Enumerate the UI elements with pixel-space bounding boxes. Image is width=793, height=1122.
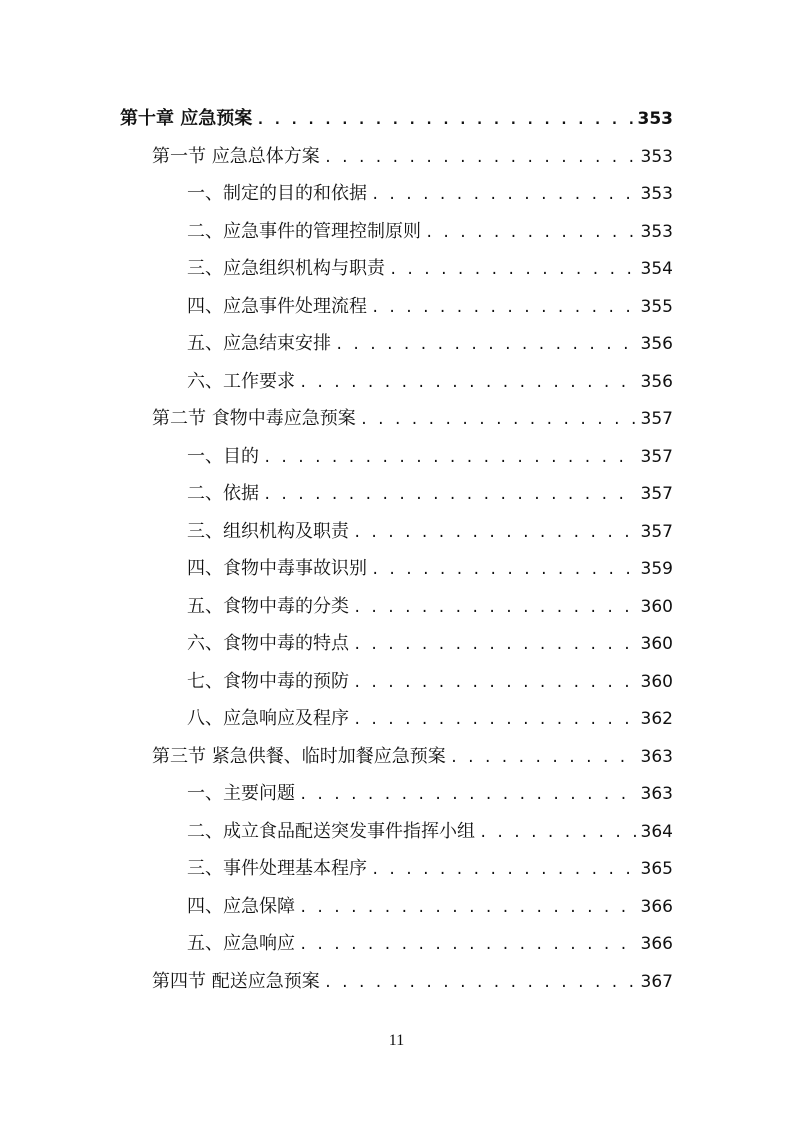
dot-leader (371, 179, 637, 209)
dot-leader (263, 479, 637, 509)
toc-item[interactable] (187, 217, 673, 247)
dot-leader (450, 742, 637, 772)
toc-label: 第四节 配送应急预案 (152, 967, 324, 997)
dot-leader (299, 929, 637, 959)
toc-chapter[interactable] (120, 104, 673, 134)
toc-section[interactable] (152, 967, 673, 997)
toc-label: 四、食物中毒事故识别 (187, 554, 371, 584)
toc-page-number: 353 (637, 179, 673, 209)
toc-label: 五、应急响应 (187, 929, 299, 959)
toc-label: 二、成立食品配送突发事件指挥小组 (187, 817, 479, 847)
toc-page-number: 357 (637, 442, 673, 472)
toc-page-number: 356 (637, 367, 673, 397)
toc-item[interactable] (187, 629, 673, 659)
toc-item[interactable] (187, 554, 673, 584)
toc-page-number: 353 (637, 217, 673, 247)
toc-page-number: 366 (637, 892, 673, 922)
toc-item[interactable] (187, 254, 673, 284)
toc-item[interactable] (187, 179, 673, 209)
toc-item[interactable] (187, 892, 673, 922)
toc-item[interactable] (187, 329, 673, 359)
toc-label: 八、应急响应及程序 (187, 704, 353, 734)
toc-page-number: 359 (637, 554, 673, 584)
toc-label: 五、应急结束安排 (187, 329, 335, 359)
toc-label: 三、组织机构及职责 (187, 517, 353, 547)
dot-leader (324, 967, 637, 997)
toc-page-number: 367 (637, 967, 673, 997)
dot-leader (353, 517, 637, 547)
toc-page-number: 360 (637, 629, 673, 659)
toc-page-number: 357 (637, 517, 673, 547)
toc-label: 一、主要问题 (187, 779, 299, 809)
toc-label: 二、依据 (187, 479, 263, 509)
dot-leader (299, 779, 637, 809)
toc-item[interactable] (187, 854, 673, 884)
toc-item[interactable] (187, 817, 673, 847)
dot-leader (353, 592, 637, 622)
page-number: 11 (388, 1032, 405, 1049)
toc-item[interactable] (187, 479, 673, 509)
toc-label: 五、食物中毒的分类 (187, 592, 353, 622)
toc-page-number: 363 (637, 779, 673, 809)
toc-label: 六、工作要求 (187, 367, 299, 397)
toc-section[interactable] (152, 404, 673, 434)
dot-leader (425, 217, 637, 247)
toc-page-number: 360 (637, 592, 673, 622)
toc-label: 第十章 应急预案 (120, 104, 256, 134)
toc-page-number: 355 (637, 292, 673, 322)
toc-section[interactable] (152, 142, 673, 172)
toc-item[interactable] (187, 929, 673, 959)
toc-item[interactable] (187, 292, 673, 322)
toc-page-number: 357 (637, 479, 673, 509)
toc-label: 一、目的 (187, 442, 263, 472)
toc-item[interactable] (187, 592, 673, 622)
toc-label: 一、制定的目的和依据 (187, 179, 371, 209)
toc-label: 第二节 食物中毒应急预案 (152, 404, 360, 434)
toc-label: 二、应急事件的管理控制原则 (187, 217, 425, 247)
toc-page-number: 362 (637, 704, 673, 734)
dot-leader (371, 292, 637, 322)
dot-leader (299, 892, 637, 922)
toc-item[interactable] (187, 367, 673, 397)
dot-leader (353, 667, 637, 697)
toc-label: 七、食物中毒的预防 (187, 667, 353, 697)
toc-page-number: 366 (637, 929, 673, 959)
dot-leader (263, 442, 637, 472)
dot-leader (371, 854, 637, 884)
toc-page-number: 356 (637, 329, 673, 359)
toc-section[interactable] (152, 742, 673, 772)
toc-item[interactable] (187, 704, 673, 734)
dot-leader (479, 817, 637, 847)
dot-leader (256, 104, 633, 134)
toc-item[interactable] (187, 779, 673, 809)
dot-leader (353, 629, 637, 659)
toc-item[interactable] (187, 667, 673, 697)
dot-leader (371, 554, 637, 584)
toc-page-number: 354 (637, 254, 673, 284)
toc-item[interactable] (187, 442, 673, 472)
toc-page-number: 360 (637, 667, 673, 697)
toc-label: 第一节 应急总体方案 (152, 142, 324, 172)
toc-page-number: 365 (637, 854, 673, 884)
dot-leader (360, 404, 637, 434)
dot-leader (389, 254, 637, 284)
toc-page-number: 363 (637, 742, 673, 772)
toc-label: 三、应急组织机构与职责 (187, 254, 389, 284)
toc-label: 第三节 紧急供餐、临时加餐应急预案 (152, 742, 450, 772)
dot-leader (335, 329, 637, 359)
dot-leader (324, 142, 637, 172)
toc-page-number: 353 (634, 104, 674, 134)
toc-label: 四、应急保障 (187, 892, 299, 922)
toc-label: 六、食物中毒的特点 (187, 629, 353, 659)
toc-page-number: 353 (637, 142, 673, 172)
dot-leader (353, 704, 637, 734)
dot-leader (299, 367, 637, 397)
toc-label: 三、事件处理基本程序 (187, 854, 371, 884)
toc-item[interactable] (187, 517, 673, 547)
toc-page-number: 357 (637, 404, 673, 434)
toc-page-number: 364 (637, 817, 673, 847)
toc-label: 四、应急事件处理流程 (187, 292, 371, 322)
